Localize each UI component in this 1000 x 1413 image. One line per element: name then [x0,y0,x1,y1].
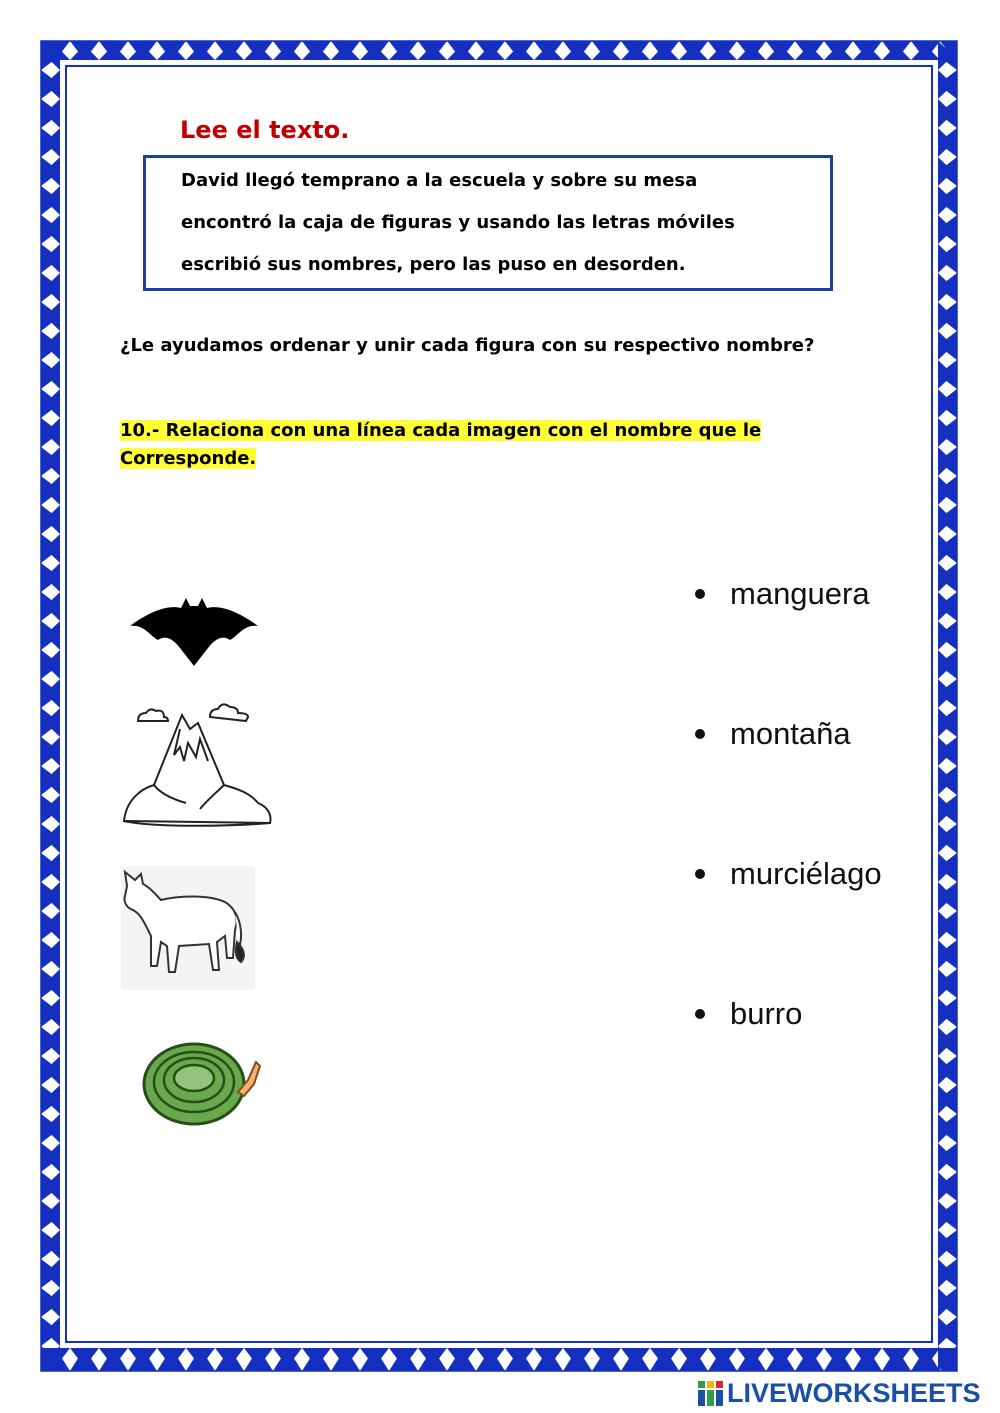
word-item[interactable] [690,856,882,892]
story-line: David llegó temprano a la escuela y sobre su mesa [181,170,698,191]
word-label: murciélago [730,856,882,891]
instruction-line-2: Corresponde. [120,448,257,469]
page-title: Lee el texto. [180,116,350,144]
word-item[interactable] [690,576,870,612]
bat-picture[interactable] [126,596,262,668]
liveworksheets-logo [698,1378,981,1409]
bullet-icon [695,869,705,879]
donkey-picture[interactable] [121,866,255,990]
word-item[interactable] [690,996,802,1032]
word-label: montaña [730,716,851,751]
bullet-icon [695,729,705,739]
word-item[interactable] [690,716,851,752]
logo-icon [698,1381,724,1407]
question-text: ¿Le ayudamos ordenar y unir cada figura con su respectivo nombre? [120,335,815,356]
word-label: manguera [730,576,870,611]
brand-name: LIVEWORKSHEETS [727,1378,981,1408]
hose-picture[interactable] [140,1036,262,1132]
bullet-icon [695,1009,705,1019]
mountain-picture[interactable] [120,703,275,831]
story-line: escribió sus nombres, pero las puso en desorden. [181,254,686,275]
story-line: encontró la caja de figuras y usando las letras móviles [181,212,735,233]
instruction-line-1: 10.- Relaciona con una línea cada imagen con el nombre que le [120,420,762,441]
instruction-text [120,417,840,473]
word-label: burro [730,996,803,1031]
story-box [143,155,833,291]
bullet-icon [695,589,705,599]
